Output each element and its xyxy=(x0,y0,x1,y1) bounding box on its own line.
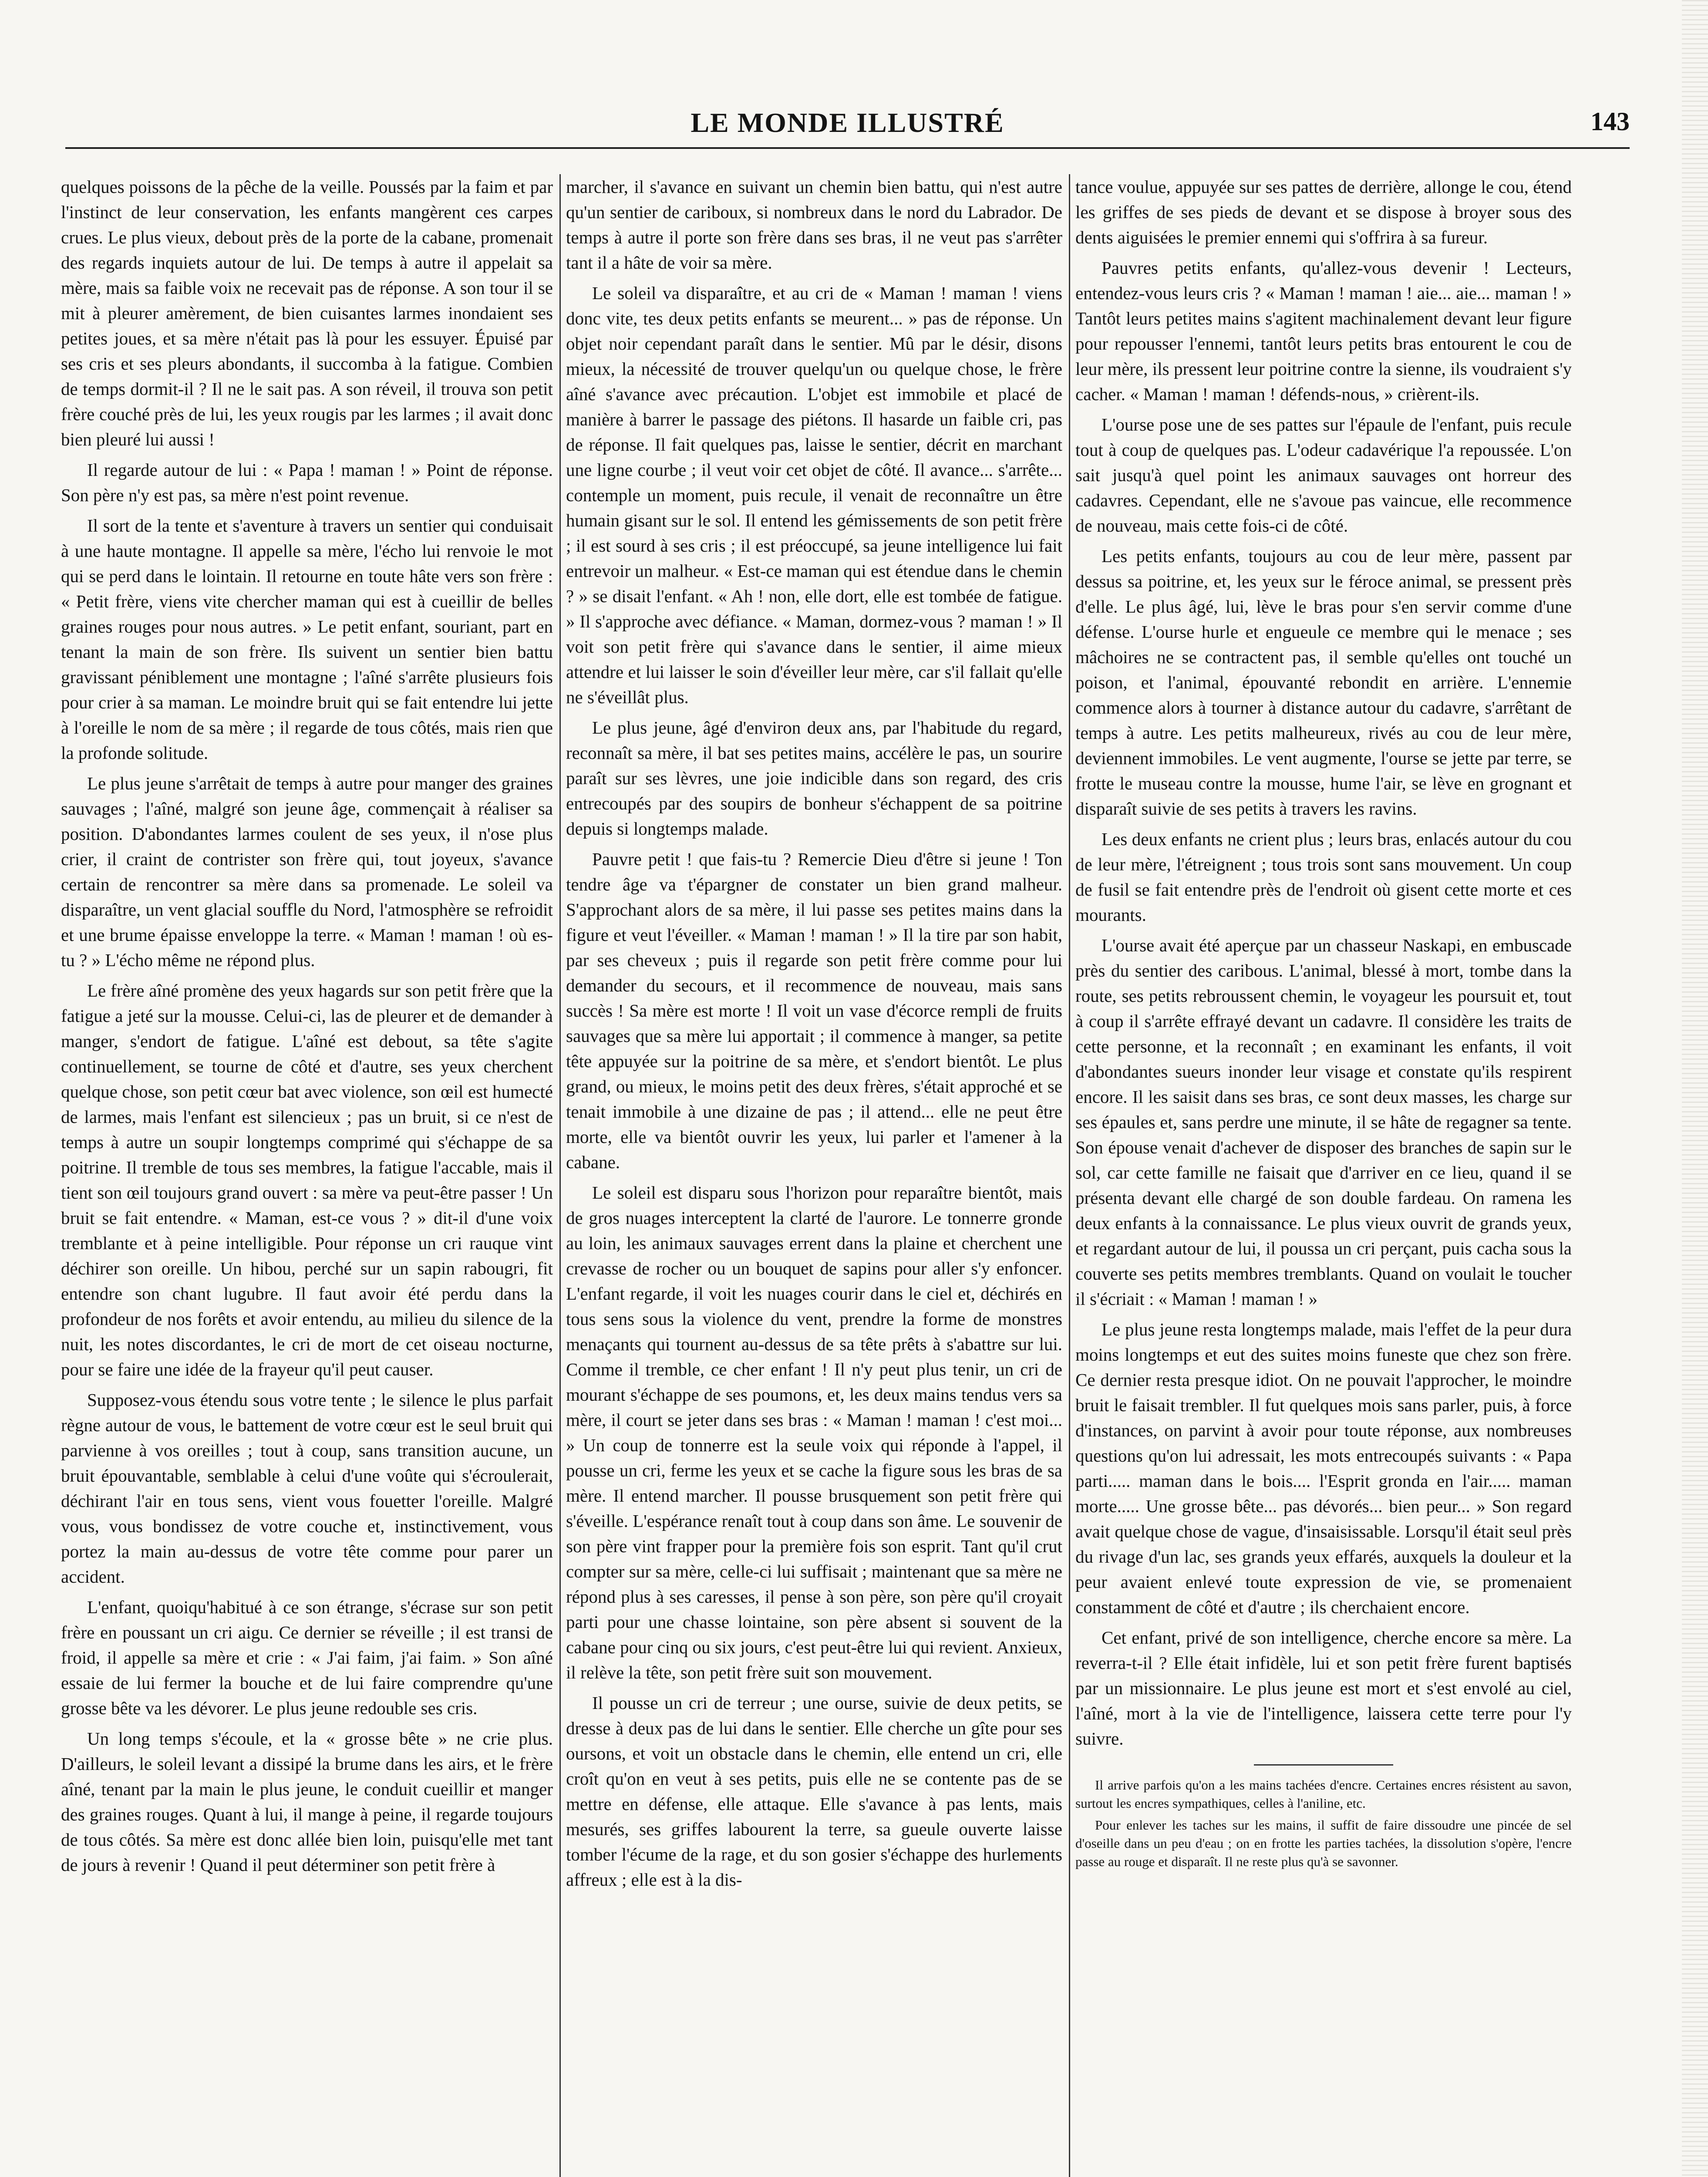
paragraph: L'ourse avait été aperçue par un chasseur Naskapi, en embuscade près du sentier des caribous. L'animal, blessé à mort, tombe dans la route, ses petits rebroussent chemin, le voyageur les poursuit et, tout à coup il s'arrête effrayé devant un cadavre. Il considère les traits de cette personne, et la reconnaît ; en examinant les enfants, il voit d'abondantes sueurs inonder leur visage et constate qu'ils respirent encore. Il les saisit dans ses bras, ce sont deux masses, les charge sur ses épaules et, sans perdre une minute, il se hâte de regagner sa tente. Son épouse venait d'achever de disposer des branches de sapin sur le sol, car cette famille ne faisait que d'arriver en ce lieu, quand il se présenta devant elle chargé de son double fardeau. On ramena les deux enfants à la connaissance. Le plus vieux ouvrit de grands yeux, et regardant autour de lui, il poussa un cri perçant, puis cacha sous la couverte ses petits membres tremblants. Quand on voulait le toucher il s'écriait : « Maman ! maman ! » xyxy=(1075,935,1572,1309)
paragraph: Pauvres petits enfants, qu'allez-vous devenir ! Lecteurs, entendez-vous leurs cris ? « Maman ! maman ! aie... aie... maman ! » Tantôt leurs petites mains s'agitent machinalement devant leur figure pour repousser l'ennemi, tantôt leurs petits bras entourent le cou de leur mère, ils pressent leur poitrine contre la sienne, ils voudraient s'y cacher. « Maman ! maman ! défends-nous, » crièrent-ils. xyxy=(1075,258,1572,404)
text-column-3 xyxy=(1075,174,1572,2177)
paragraph: quelques poissons de la pêche de la veille. Poussés par la faim et par l'instinct de leur conservation, les enfants mangèrent ces carpes crues. Le plus vieux, debout près de la porte de la cabane, promenait des regards inquiets autour de lui. De temps à autre il appelait sa mère, mais sa faible voix ne recevait pas de réponse. A son tour il se mit à pleurer amèrement, de bien cuisantes larmes inondaient ses petites joues, et sa mère n'était pas là pour les essuyer. Épuisé par ses cris et ses pleurs abondants, il succomba à la fatigue. Combien de temps dormit-il ? Il ne le sait pas. A son réveil, il trouva son petit frère couché près de lui, les yeux rougis par les larmes ; il avait donc bien pleuré lui aussi ! xyxy=(61,177,553,449)
paragraph: Il sort de la tente et s'aventure à travers un sentier qui conduisait à une haute montagne. Il appelle sa mère, l'écho lui renvoie le mot qui se perd dans le lointain. Il retourne en toute hâte vers son frère : « Petit frère, viens vite chercher maman qui est à cueillir de belles graines rouges pour nous autres. » Le petit enfant, souriant, part en tenant la main de son frère. Ils suivent un sentier bien battu gravissant péniblement une montagne ; l'aîné s'arrête plusieurs fois pour crier à sa maman. Le moindre bruit qui se fait entendre lui jette à l'oreille le nom de sa mère ; il regarde de tous côtés, mais rien que la profonde solitude. xyxy=(61,516,553,763)
text-column-2 xyxy=(566,174,1062,2177)
paragraph: Le soleil est disparu sous l'horizon pour reparaître bientôt, mais de gros nuages interceptent la clarté de l'aurore. Le tonnerre gronde au loin, les animaux sauvages errent dans la plaine et cherchent une crevasse de rocher ou un bouquet de sapins pour aller s'y enfoncer. L'enfant regarde, il voit les nuages courir dans le ciel et, déchirés en tous sens sous la violence du vent, prendre la forme de monstres menaçants qui tournent au-dessus de sa tête prêts à s'abattre sur lui. Comme il tremble, ce cher enfant ! Il n'y peut plus tenir, un cri de mourant s'échappe de ses poumons, et, les deux mains tendus vers sa mère, il court se jeter dans ses bras : « Maman ! maman ! c'est moi... » Un coup de tonnerre est la seule voix qui réponde à l'appel, il pousse un cri, ferme les yeux et se cache la figure sous les bras de sa mère. Il entend marcher. Il pousse brusquement son petit frère qui s'éveille. L'espérance renaît tout à coup dans son âme. Le souvenir de son père vint frapper pour la première fois son esprit. Tant qu'il crut compter sur sa mère, celle-ci lui suffisait ; maintenant que sa mère ne répond plus à ses caresses, il pense à son père, son père qu'il croyait parti pour une chasse lointaine, son père absent si souvent de la cabane pour cinq ou six jours, c'est peut-être lui qui revient. Anxieux, il relève la tête, son petit frère suit son mouvement. xyxy=(566,1183,1062,1682)
paragraph: L'enfant, quoiqu'habitué à ce son étrange, s'écrase sur son petit frère en poussant un cri aigu. Ce dernier se réveille ; il est transi de froid, il appelle sa mère et crie : « J'ai faim, j'ai faim. » Son aîné essaie de lui fermer la bouche et de lui faire comprendre qu'une grosse bête va les dévorer. Le plus jeune redouble ses cris. xyxy=(61,1597,553,1718)
page-number: 143 xyxy=(1590,107,1630,136)
column-divider xyxy=(1069,174,1070,2177)
paragraph: Un long temps s'écoule, et la « grosse bête » ne crie plus. D'ailleurs, le soleil levant a dissipé la brume dans les airs, et le frère aîné, tenant par la main le plus jeune, le conduit cueillir et manger des graines rouges. Quant à lui, il mange à peine, il regarde toujours de tous côtés. Sa mère est donc allée bien loin, puisqu'elle met tant de jours à revenir ! Quand il peut déterminer son petit frère à xyxy=(61,1729,553,1875)
footnote-separator xyxy=(1254,1764,1393,1766)
paragraph: Il regarde autour de lui : « Papa ! maman ! » Point de réponse. Son père n'y est pas, sa mère n'est point revenue. xyxy=(61,460,553,505)
footnote xyxy=(1075,1776,1572,1871)
column-divider xyxy=(559,174,561,2177)
paragraph: L'ourse pose une de ses pattes sur l'épaule de l'enfant, puis recule tout à coup de quelques pas. L'odeur cadavérique l'a repoussée. L'on sait jusqu'à quel point les animaux sauvages ont horreur des cadavres. Cependant, elle ne s'avoue pas vaincue, elle recommence de nouveau, mais cette fois-ci de côté. xyxy=(1075,415,1572,536)
paragraph: Supposez-vous étendu sous votre tente ; le silence le plus parfait règne autour de vous, le battement de votre cœur est le seul bruit qui parvienne à vos oreilles ; tout à coup, sans transition aucune, un bruit épouvantable, semblable à celui d'une voûte qui s'écroulerait, déchirant l'air en tous sens, vient vous fouetter l'oreille. Malgré vous, vous bondissez de votre couche et, instinctivement, vous portez la main au-dessus de votre tête comme pour parer un accident. xyxy=(61,1390,553,1587)
footnote-paragraph: Pour enlever les taches sur les mains, il suffit de faire dissoudre une pincée de sel d'oseille dans un peu d'eau ; on en frotte les parties tachées, la dissolution s'opère, l'encre passe au rouge et disparaît. Il ne reste plus qu'à se savonner. xyxy=(1075,1817,1572,1869)
paragraph: Le frère aîné promène des yeux hagards sur son petit frère que la fatigue a jeté sur la mousse. Celui-ci, las de pleurer et de demander à manger, s'endort de fatigue. L'aîné est debout, sa tête s'agite continuellement, se tourne de côté et d'autre, ses yeux cherchent quelque chose, son petit cœur bat avec violence, son œil est humecté de larmes, mais l'enfant est silencieux ; pas un bruit, si ce n'est de temps à autre un soupir longtemps comprimé qui s'échappe de sa poitrine. Il tremble de tous ses membres, la fatigue l'accable, mais il tient son œil toujours grand ouvert : sa mère va peut-être passer ! Un bruit se fait entendre. « Maman, est-ce vous ? » dit-il d'une voix tremblante et à peine intelligible. Pour réponse un cri rauque vint déchirer son oreille. Un hibou, perché sur un sapin rabougri, fit entendre son chant lugubre. Il faut avoir été perdu dans la profondeur de nos forêts et avoir entendu, au milieu du silence de la nuit, les notes discordantes, le cri de mort de cet oiseau nocturne, pour se faire une idée de la frayeur qu'il peut causer. xyxy=(61,981,553,1379)
paragraph: Le plus jeune s'arrêtait de temps à autre pour manger des graines sauvages ; l'aîné, malgré son jeune âge, commençait à réaliser sa position. D'abondantes larmes coulent de ses yeux, il n'ose plus crier, il craint de contrister son frère qui, tout joyeux, s'avance certain de rencontrer sa mère dans sa promenade. Le soleil va disparaître, un vent glacial souffle du Nord, l'atmosphère se refroidit et une brume épaisse enveloppe la terre. « Maman ! maman ! où es-tu ? » L'écho même ne répond plus. xyxy=(61,773,553,970)
paragraph: Cet enfant, privé de son intelligence, cherche encore sa mère. La reverra-t-il ? Elle était infidèle, lui et son petit frère furent baptisés par un missionnaire. Le plus jeune est mort et s'est envolé au ciel, l'aîné, mort à la vie de l'intelligence, laissera cette terre pour l'y suivre. xyxy=(1075,1628,1572,1749)
paragraph: Les petits enfants, toujours au cou de leur mère, passent par dessus sa poitrine, et, les yeux sur le féroce animal, se pressent près d'elle. Le plus âgé, lui, lève le bras pour s'en servir comme d'une défense. L'ourse hurle et engueule ce membre qui le menace ; ses mâchoires ne se contractent pas, il semble qu'elles ont touché un poison, et l'animal, épouvanté rebondit en arrière. L'ennemie commence alors à tourner à distance autour du cadavre, s'arrêtant de temps à autre. Les petits malheureux, rivés au cou de leur mère, deviennent immobiles. Le vent augmente, l'ourse se jette par terre, se frotte le museau contre la mousse, hume l'air, se lève en grognant et disparaît suivie de ses petits à travers les ravins. xyxy=(1075,546,1572,819)
page-edge-texture xyxy=(1682,0,1708,2177)
paragraph: Il pousse un cri de terreur ; une ourse, suivie de deux petits, se dresse à deux pas de lui dans le sentier. Elle cherche un gîte pour ses oursons, et voit un obstacle dans le chemin, elle entend un cri, elle croît qu'on en veut à ses petits, puis elle ne se contente pas de se mettre en défense, elle attaque. Elle s'avance à pas lents, mais mesurés, ses griffes labourent la terre, sa gueule ouverte laisse tomber l'écume de la rage, et du son gosier s'échappe des hurlements affreux ; elle est à la dis- xyxy=(566,1693,1062,1890)
paragraph: marcher, il s'avance en suivant un chemin bien battu, qui n'est autre qu'un sentier de cariboux, si nombreux dans le nord du Labrador. De temps à autre il porte son frère dans ses bras, il ne veut pas s'arrêter tant il a hâte de voir sa mère. xyxy=(566,177,1062,273)
masthead-title: LE MONDE ILLUSTRÉ xyxy=(691,107,1004,138)
running-head xyxy=(65,107,1630,148)
paragraph: tance voulue, appuyée sur ses pattes de derrière, allonge le cou, étend les griffes de ses pieds de devant et se dispose à broyer sous des dents aiguisées le premier ennemi qui s'offrira à sa fureur. xyxy=(1075,177,1572,247)
header-rule xyxy=(65,147,1630,149)
footnote-paragraph: Il arrive parfois qu'on a les mains tachées d'encre. Certaines encres résistent au savon, surtout les encres sympathiques, celles à l'aniline, etc. xyxy=(1075,1777,1572,1811)
paragraph: Le plus jeune resta longtemps malade, mais l'effet de la peur dura moins longtemps et eut des suites moins funeste que chez son frère. Ce dernier resta presque idiot. On ne pouvait l'approcher, le moindre bruit le faisait trembler. Il fut quelques mois sans parler, puis, à force d'instances, on parvint à avoir pour toute réponse, aux nombreuses questions qu'on lui adressait, les mots entrecoupés suivants : « Papa parti..... maman dans le bois.... l'Esprit gronda en l'air..... maman morte..... Une grosse bête... pas dévorés... bien peur... » Son regard avait quelque chose de vague, d'insaisissable. Lorsqu'il était seul près du rivage d'un lac, ses grands yeux effarés, auxquels la douleur et la peur avaient enlevé toute expression de vie, se promenaient constamment de côté et d'autre ; ils cherchaient encore. xyxy=(1075,1319,1572,1617)
text-column-1 xyxy=(61,174,553,2177)
paragraph: Le soleil va disparaître, et au cri de « Maman ! maman ! viens donc vite, tes deux petits enfants se meurent... » pas de réponse. Un objet noir cependant paraît dans le sentier. Mû par le désir, disons mieux, la nécessité de trouver quelqu'un ou quelque chose, le frère aîné s'avance avec précaution. L'objet est immobile et placé de manière à barrer le passage des piétons. Il hasarde un faible cri, pas de réponse. Il fait quelques pas, laisse le sentier, décrit en marchant une ligne courbe ; il veut voir cet objet de côté. Il avance... s'arrête... contemple un moment, puis recule, il venait de reconnaître un être humain gisant sur le sol. Il entend les gémissements de son petit frère ; il est sourd à ses cris ; il est préoccupé, sa jeune intelligence lui fait entrevoir un malheur. « Est-ce maman qui est étendue dans le chemin ? » se disait l'enfant. « Ah ! non, elle dort, elle est tombée de fatigue. » Il s'approche avec défiance. « Maman, dormez-vous ? maman ! » Il voit son petit frère qui s'avance dans le sentier, il aime mieux attendre et lui laisser le soin d'éveiller leur mère, car s'il fallait qu'elle ne s'éveillât plus. xyxy=(566,283,1062,707)
paragraph: Pauvre petit ! que fais-tu ? Remercie Dieu d'être si jeune ! Ton tendre âge va t'épargner de constater un bien grand malheur. S'approchant alors de sa mère, il lui passe ses petites mains dans la figure et veut l'éveiller. « Maman ! maman ! » Il la tire par son habit, par ses cheveux ; puis il regarde son petit frère comme pour lui demander du secours, et il recommence de nouveau, mais sans succès ! Sa mère est morte ! Il voit un vase d'écorce rempli de fruits sauvages que sa mère lui apportait ; il commence à manger, sa petite tête appuyée sur la poitrine de sa mère, et s'endort bientôt. Le plus grand, ou mieux, le moins petit des deux frères, s'était approché et se tenait immobile à une dizaine de pas ; il attend... elle ne peut être morte, elle va bientôt ouvrir les yeux, lui parler et l'amener à la cabane. xyxy=(566,849,1062,1172)
paragraph: Le plus jeune, âgé d'environ deux ans, par l'habitude du regard, reconnaît sa mère, il bat ses petites mains, accélère le pas, un sourire paraît sur ses lèvres, une joie indicible dans son regard, des cris entrecoupés par des soupirs de bonheur s'échappent de sa poitrine depuis si longtemps malade. xyxy=(566,718,1062,839)
paragraph: Les deux enfants ne crient plus ; leurs bras, enlacés autour du cou de leur mère, l'étreignent ; tous trois sont sans mouvement. Un coup de fusil se fait entendre près de l'endroit où gisent cette morte et ces mourants. xyxy=(1075,829,1572,925)
